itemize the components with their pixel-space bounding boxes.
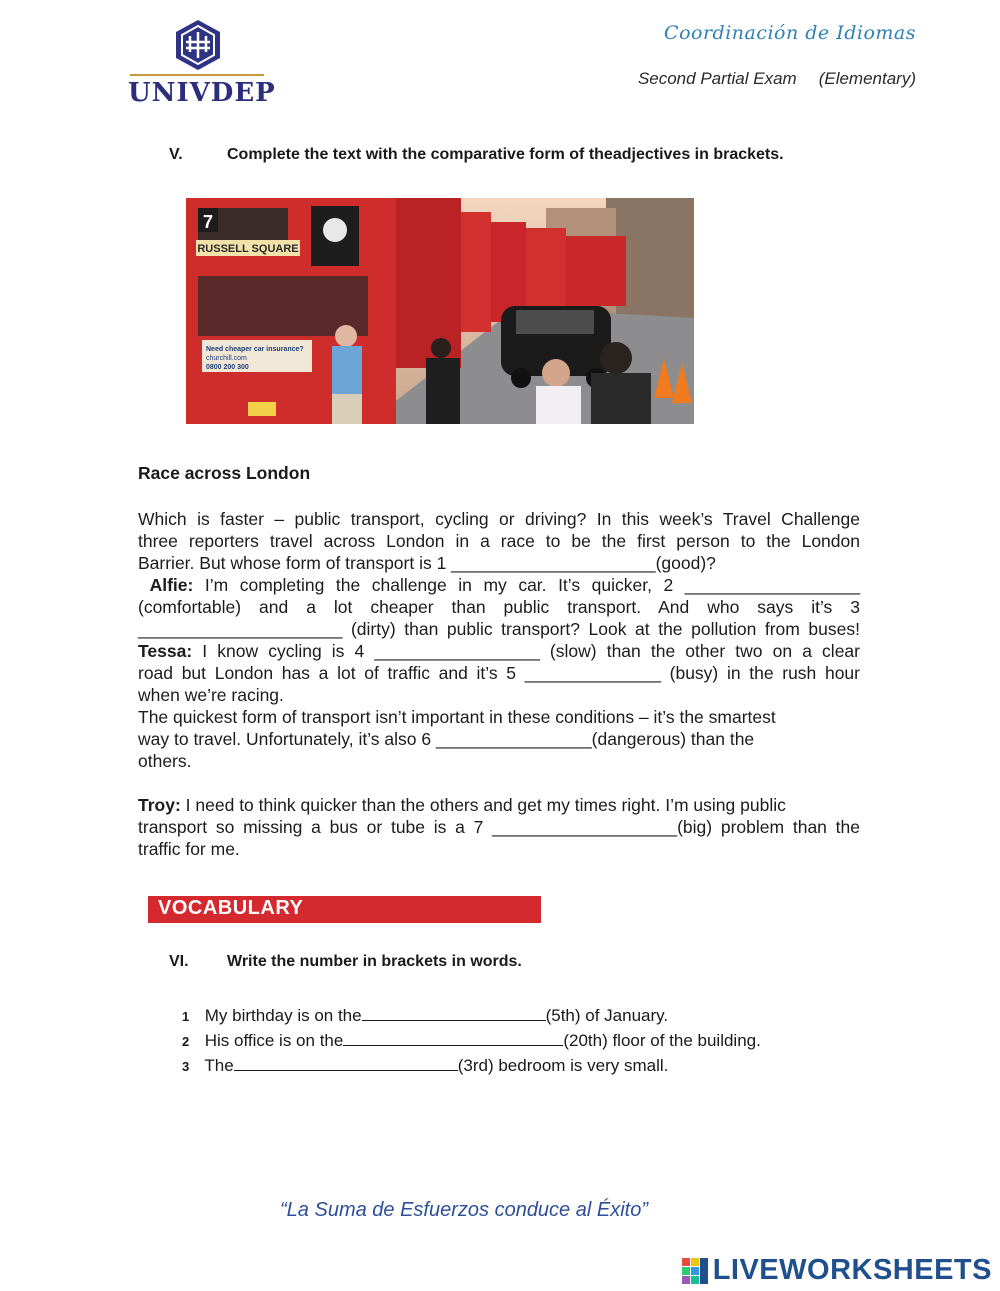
answer-blank-2[interactable] [343, 1030, 563, 1046]
intro-line-2: three reporters travel across London in a race to be the first person to the London [138, 531, 860, 551]
section-vi-instruction: Write the number in brackets in words. [227, 953, 522, 970]
ad-line-2: churchill.com [206, 355, 247, 362]
liveworksheets-watermark [682, 1254, 992, 1288]
section-vi-number: VI. [169, 953, 189, 970]
alfie-line-2: (comfortable) and a lot cheaper than public transport. And who says it’s 3 [138, 597, 860, 617]
alfie-line-3: _____________________ (dirty) than public transport? Look at the pollution from buses! [138, 619, 860, 639]
tessa-line-3: when we’re racing. [138, 685, 284, 705]
london-buses-photo [186, 198, 694, 424]
item-text-before: My birthday is on the [204, 1006, 362, 1025]
exam-level: (Elementary) [818, 69, 916, 88]
route-number: 7 [202, 212, 214, 232]
exam-title-line [638, 69, 916, 89]
univdep-emblem-icon [128, 18, 268, 78]
alfie-text-1: I’m completing the challenge in my car. It’s quicker, 2 __________________ [204, 575, 860, 595]
answer-blank-3[interactable] [234, 1055, 458, 1071]
alfie-line-1 [138, 574, 860, 596]
logo-rule [130, 74, 264, 76]
item-text-before: His office is on the [204, 1031, 344, 1050]
number-words-list [182, 1005, 761, 1080]
ad-phone: 0800 200 300 [206, 364, 249, 371]
list-item [182, 1005, 761, 1030]
motto: “La Suma de Esfuerzos conduce al Éxito” [280, 1199, 648, 1221]
intro-line-3: Barrier. But whose form of transport is 1 _____________________(good)? [138, 553, 716, 573]
troy-text-1: I need to think quicker than the others and get my times right. I’m using public [185, 795, 786, 815]
watermark-text: LIVEWORKSHEETS [712, 1254, 992, 1286]
item-number: 3 [182, 1059, 190, 1074]
troy-name: Troy: [138, 795, 181, 815]
tessa-line-5: way to travel. Unfortunately, it’s also 6 ________________(dangerous) than the [138, 729, 755, 749]
answer-blank-1[interactable] [362, 1005, 546, 1021]
section-v-number: V. [169, 146, 183, 163]
reading-text [138, 508, 860, 860]
intro-line-1: Which is faster – public transport, cycling or driving? In this week’s Travel Challenge [138, 509, 860, 529]
tessa-line-1 [138, 640, 860, 662]
london-street-illustration [186, 198, 694, 424]
exam-title: Second Partial Exam [637, 69, 797, 88]
tessa-text-1: I know cycling is 4 _________________ (slow) than the other two on a clear [202, 641, 860, 661]
tessa-line-2: road but London has a lot of traffic and it’s 5 ______________ (busy) in the rush hour [138, 663, 860, 683]
liveworksheets-logo-icon [682, 1258, 708, 1284]
brand-name: UNIVDEP [128, 78, 276, 108]
tessa-line-4: The quickest form of transport isn’t important in these conditions – it’s the smartest [138, 707, 776, 727]
list-item [182, 1055, 761, 1080]
troy-line-3: traffic for me. [138, 839, 240, 859]
list-item [182, 1030, 761, 1055]
tessa-name: Tessa: [138, 641, 193, 661]
stop-name-sign: RUSSELL SQUARE [197, 243, 299, 255]
item-number: 1 [182, 1009, 190, 1024]
ad-line-1: Need cheaper car insurance? [206, 346, 304, 353]
tessa-line-6: others. [138, 751, 192, 771]
alfie-name: Alfie: [149, 575, 194, 595]
department-title: Coordinación de Idiomas [664, 22, 916, 44]
vocabulary-banner-label: VOCABULARY [158, 897, 304, 919]
item-text-after: (20th) floor of the building. [563, 1031, 761, 1050]
item-number: 2 [182, 1034, 190, 1049]
item-text-after: (5th) of January. [545, 1006, 669, 1025]
item-text-before: The [204, 1056, 234, 1075]
troy-line-2: transport so missing a bus or tube is a 7 ___________________(big) problem than the [138, 817, 860, 837]
item-text-after: (3rd) bedroom is very small. [457, 1056, 669, 1075]
vocabulary-banner [148, 896, 541, 923]
section-v-instruction: Complete the text with the comparative form of theadjectives in brackets. [227, 146, 784, 163]
reading-title: Race across London [138, 463, 311, 483]
troy-line-1 [138, 794, 860, 816]
